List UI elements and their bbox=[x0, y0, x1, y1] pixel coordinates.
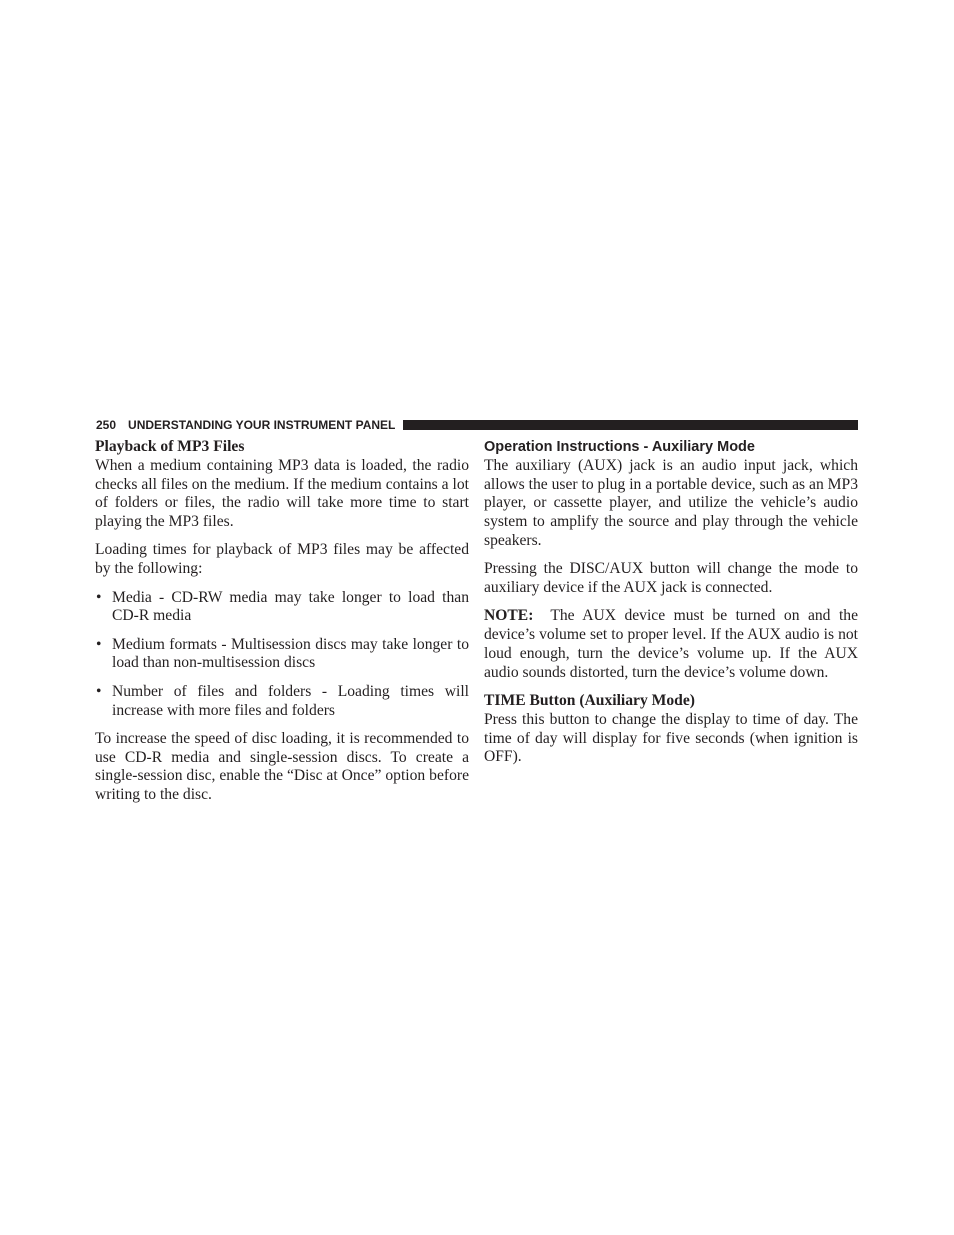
aux-jack-paragraph: The auxiliary (AUX) jack is an audio input jack, which allows the user to plug in a portable device, such as an MP3 player, or cassette player, and utilize the vehicle’s audio system to amplify the source and play through the vehicle speakers. bbox=[484, 456, 858, 549]
list-item bbox=[95, 683, 469, 721]
page-number: 250 bbox=[96, 417, 117, 432]
bullet-icon: • bbox=[96, 588, 102, 606]
mp3-playback-heading: Playback of MP3 Files bbox=[95, 438, 245, 455]
page-header bbox=[96, 417, 858, 432]
loading-factors-list bbox=[95, 589, 469, 721]
list-item-text: Media - CD-RW media may take longer to load than CD-R media bbox=[112, 588, 469, 625]
note-paragraph bbox=[484, 607, 858, 682]
mp3-intro-paragraph: When a medium containing MP3 data is loaded, the radio checks all files on the medium. If the medium contains a lot of folders or files, the radio will take more time to start playing the MP3 files. bbox=[95, 456, 469, 531]
section-title: UNDERSTANDING YOUR INSTRUMENT PANEL bbox=[128, 417, 396, 432]
left-column bbox=[95, 438, 469, 815]
disc-loading-speed-paragraph: To increase the speed of disc loading, it is recommended to use CD-R media and single-session discs. To create a single-session disc, enable the “Disc at Once” option before writing to the disc. bbox=[95, 729, 469, 804]
loading-times-paragraph: Loading times for playback of MP3 files may be affected by the following: bbox=[95, 541, 469, 578]
note-text: The AUX device must be turned on and the device’s volume set to proper level. If the AUX audio is not loud enough, turn the device’s volume up. If the AUX audio sounds distorted, turn the device’s volume down. bbox=[484, 607, 859, 681]
bullet-icon: • bbox=[96, 682, 102, 700]
time-button-paragraph: Press this button to change the display to time of day. The time of day will display for five seconds (when ignition is OFF). bbox=[484, 710, 858, 766]
list-item bbox=[95, 636, 469, 674]
list-item-text: Medium formats - Multisession discs may take longer to load than non-multisession discs bbox=[112, 635, 469, 672]
list-item bbox=[95, 589, 469, 627]
list-item-text: Number of files and folders - Loading times will increase with more files and folders bbox=[112, 682, 469, 719]
right-column bbox=[484, 438, 858, 777]
note-label: NOTE: bbox=[484, 607, 534, 625]
aux-mode-heading: Operation Instructions - Auxiliary Mode bbox=[484, 439, 755, 455]
header-rule-bar bbox=[403, 420, 858, 430]
time-button-heading: TIME Button (Auxiliary Mode) bbox=[484, 692, 695, 710]
bullet-icon: • bbox=[96, 635, 102, 653]
disc-aux-button-paragraph: Pressing the DISC/AUX button will change the mode to auxiliary device if the AUX jack is connected. bbox=[484, 560, 858, 597]
